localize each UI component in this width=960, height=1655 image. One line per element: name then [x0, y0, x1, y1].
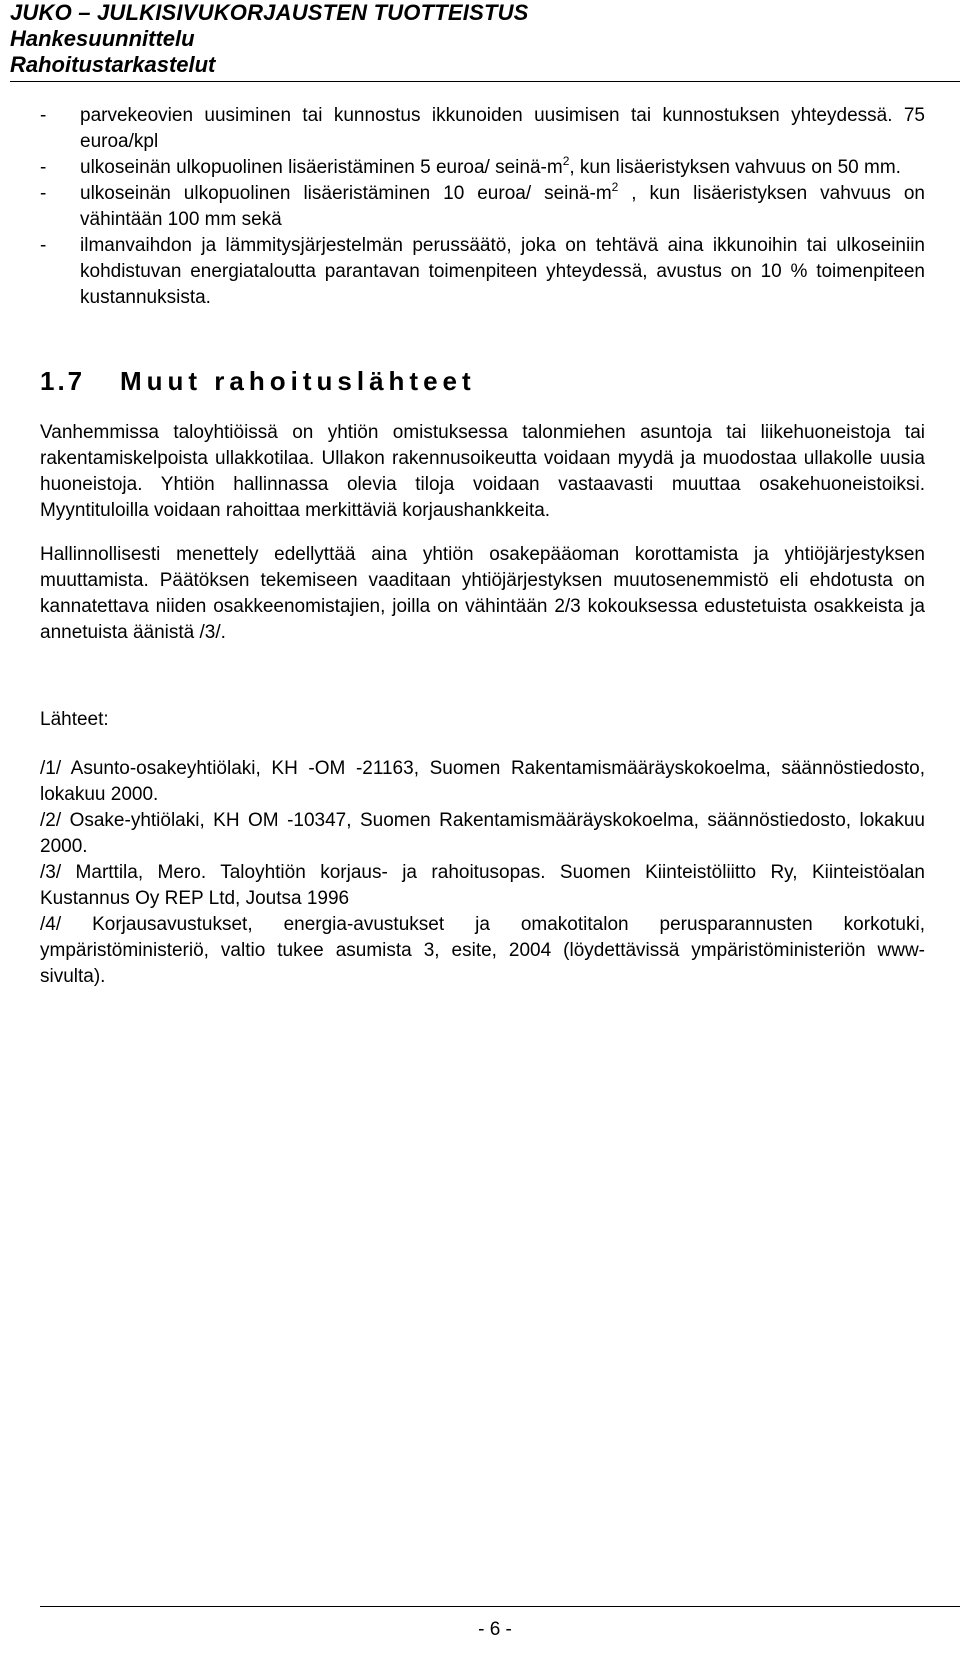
section-number: 1.7 — [40, 366, 86, 396]
list-item-text: parvekeovien uusiminen tai kunnostus ikkunoiden uusimisen tai kunnostuksen yhteydessä. 75 euroa/kpl — [80, 105, 925, 152]
list-item-text-cont: , kun lisäeristyksen vahvuus on vähintään 100 mm sekä — [80, 183, 925, 230]
sources-list — [40, 756, 925, 990]
source-item: /1/ Asunto-osakeyhtiölaki, KH -OM -21163, Suomen Rakentamismääräyskokoelma, säännöstiedosto, lokakuu 2000. — [40, 758, 925, 805]
body-paragraph: Hallinnollisesti menettely edellyttää aina yhtiön osakepääoman korottamista ja yhtiöjärjestyksen muuttamista. Päätöksen tekemiseen vaaditaan yhtiöjärjestyksen muutosenemmistö eli ehdotusta on kannatettava niiden osakkeenomistajien, joilla on vähintään 2/3 kokouksessa edustetuista osakkeista ja annetuista äänistä /3/. — [40, 544, 925, 643]
list-dash: - — [40, 235, 47, 256]
running-header — [10, 0, 529, 78]
sources-label: Lähteet: — [40, 709, 109, 730]
footer-divider — [40, 1606, 960, 1607]
superscript: 2 — [562, 154, 570, 168]
source-item: /4/ Korjausavustukset, energia-avustukset ja omakotitalon perusparannusten korkotuki, ympäristöministeriö, valtio tukee asumista 3, esite, 2004 (löydettävissä ympäristöministeriön www-sivulta). — [40, 914, 925, 987]
list-item — [40, 233, 925, 311]
list-item-text: ulkoseinän ulkopuolinen lisäeristäminen 10 euroa/ seinä-m — [80, 183, 612, 204]
list-dash: - — [40, 183, 47, 204]
header-section-title: Rahoitustarkastelut — [10, 52, 216, 77]
list-dash: - — [40, 105, 47, 126]
list-item-text-cont: , kun lisäeristyksen vahvuus on 50 mm. — [569, 157, 901, 178]
section-heading — [40, 365, 476, 397]
header-subtitle: Hankesuunnittelu — [10, 26, 195, 51]
page-number: - 6 - — [478, 1619, 512, 1640]
body-paragraph: Vanhemmissa taloyhtiöissä on yhtiön omistuksessa talonmiehen asuntoja tai liikehuoneistoja tai rakentamiskelpoista ullakkotilaa. Ullakon rakennusoikeutta voidaan myydä ja muodostaa ullakolle uusia huoneistoja. Yhtiön hallinnassa olevia tiloja voidaan vastaavasti muuttaa osakehuoneistoiksi. Myyntituloilla voidaan rahoittaa merkittäviä korjaushankkeita. — [40, 422, 925, 521]
list-dash: - — [40, 157, 47, 178]
list-item — [40, 103, 925, 155]
list-item-text: ilmanvaihdon ja lämmitysjärjestelmän perussäätö, joka on tehtävä aina ikkunoihin tai ulkoseiniin kohdistuvan energiataloutta parantavan toimenpiteen yhteydessä, avustus on 10 % toimenpiteen kustannuksista. — [80, 235, 925, 308]
superscript: 2 — [611, 180, 619, 194]
header-project-title: JUKO – JULKISIVUKORJAUSTEN TUOTTEISTUS — [10, 0, 529, 25]
source-item: /2/ Osake-yhtiölaki, KH OM -10347, Suomen Rakentamismääräyskokoelma, säännöstiedosto, lokakuu 2000. — [40, 810, 925, 857]
header-divider — [10, 81, 960, 82]
section-title: Muut rahoituslähteet — [120, 366, 476, 396]
bullet-list — [40, 103, 925, 311]
list-item — [40, 181, 925, 233]
list-item-text: ulkoseinän ulkopuolinen lisäeristäminen 5 euroa/ seinä-m — [80, 157, 563, 178]
source-item: /3/ Marttila, Mero. Taloyhtiön korjaus- ja rahoitusopas. Suomen Kiinteistöliitto Ry, Kiinteistöalan Kustannus Oy REP Ltd, Joutsa 1996 — [40, 862, 925, 909]
list-item — [40, 155, 925, 181]
